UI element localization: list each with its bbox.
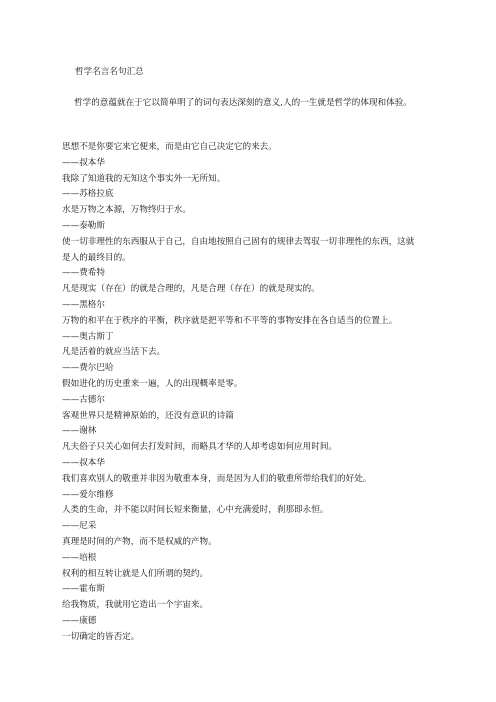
quote-item xyxy=(62,598,422,630)
quote-item xyxy=(62,630,422,646)
quote-text: 真理是时间的产物，而不是权威的产物。 xyxy=(62,536,217,547)
quote-text: 凡是活着的就应当活下去。 xyxy=(62,347,166,358)
quote-text: 水是万物之本源，万物终归于水。 xyxy=(62,205,191,216)
quote-author: ——费尔巴哈 xyxy=(62,363,114,374)
quote-item xyxy=(62,172,422,204)
document-title: 哲学名言名句汇总 xyxy=(75,67,144,77)
quote-item xyxy=(62,440,422,472)
quote-text: 一切确定的皆否定。 xyxy=(62,631,140,642)
quote-author: ——谢林 xyxy=(62,426,97,437)
quote-author: ——爱尔维修 xyxy=(62,489,114,500)
intro-paragraph: 哲学的意蕴就在于它以简单明了的词句表达深刻的意义,人的一生就是哲学的体现和体验。 xyxy=(74,98,412,108)
quote-item xyxy=(62,203,422,235)
quote-text: 人类的生命，并不能以时间长短来衡量，心中充满爱时，刹那即永恒。 xyxy=(62,505,329,516)
quote-item xyxy=(62,472,422,504)
quote-text: 使一切非理性的东西服从于自己，自由地按照自己固有的规律去驾驭一切非理性的东西，这就是人的最终目的。 xyxy=(62,236,415,263)
quote-author: ——古德尔 xyxy=(62,394,105,405)
quote-text: 权利的相互转让就是人们所谓的契约。 xyxy=(62,568,209,579)
quote-author: ——奥古斯丁 xyxy=(62,331,114,342)
quote-item xyxy=(62,282,422,314)
quote-text: 假如进化的历史重来一遍，人的出现概率是零。 xyxy=(62,378,243,389)
quote-item xyxy=(62,235,422,282)
quote-author: ——费希特 xyxy=(62,268,105,279)
quote-author: ——尼采 xyxy=(62,521,97,532)
quote-item xyxy=(62,567,422,599)
quote-author: ——泰勒斯 xyxy=(62,220,105,231)
quote-text: 客观世界只是精神原始的，还没有意识的诗篇 xyxy=(62,410,234,421)
quote-item xyxy=(62,409,422,441)
quote-item xyxy=(62,314,422,346)
quote-text: 凡夫俗子只关心如何去打发时间，而略具才华的人却考虑如何应用时间。 xyxy=(62,442,338,453)
quote-author: ——叔本华 xyxy=(62,457,105,468)
quote-list xyxy=(62,140,422,646)
quote-author: ——叔本华 xyxy=(62,157,105,168)
quote-text: 我除了知道我的无知这个事实外一无所知。 xyxy=(62,173,226,184)
quote-author: ——霍布斯 xyxy=(62,584,105,595)
quote-author: ——苏格拉底 xyxy=(62,189,114,200)
quote-text: 我们喜欢别人的敬重并非因为敬重本身，而是因为人们的敬重所带给我们的好处。 xyxy=(62,473,372,484)
quote-text: 万物的和平在于秩序的平衡，秩序就是把平等和不平等的事物安排在各自适当的位置上。 xyxy=(62,315,398,326)
quote-text: 凡是现实（存在）的就是合理的，凡是合理（存在）的就是现实的。 xyxy=(62,284,320,295)
quote-author: ——培根 xyxy=(62,552,97,563)
quote-item xyxy=(62,345,422,377)
quote-item xyxy=(62,377,422,409)
quote-item xyxy=(62,503,422,535)
quote-item xyxy=(62,140,422,172)
quote-author: ——康德 xyxy=(62,615,97,626)
quote-item xyxy=(62,535,422,567)
quote-author: ——黑格尔 xyxy=(62,299,105,310)
quote-text: 给我物质，我就用它造出一个宇宙来。 xyxy=(62,600,209,611)
quote-text: 思想不是你要它来它便来，而是由它自己决定它的来去。 xyxy=(62,142,277,152)
